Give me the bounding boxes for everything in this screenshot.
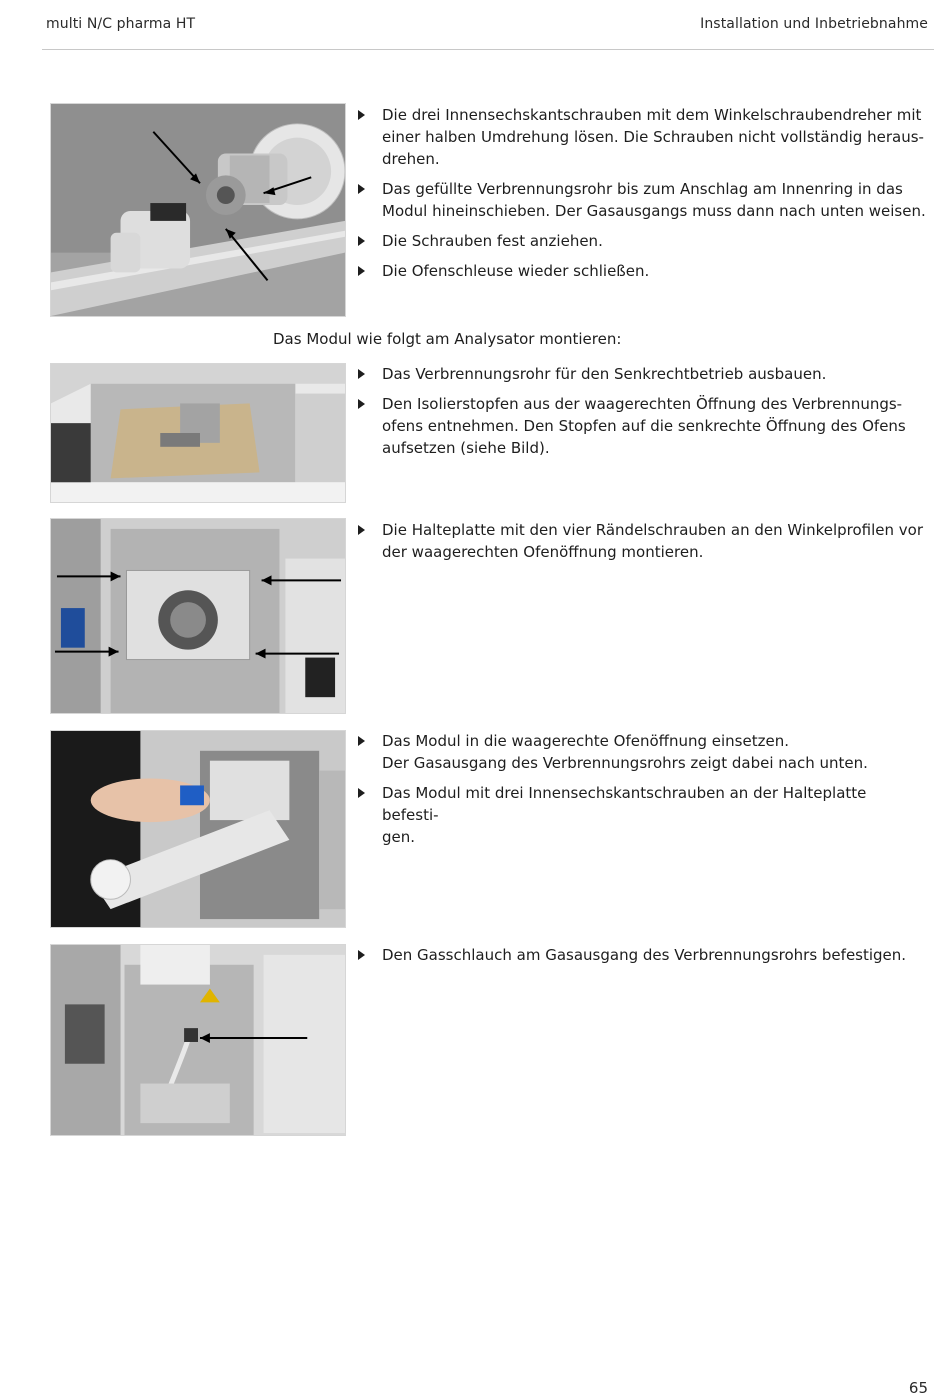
bullet-triangle-icon — [358, 525, 365, 535]
bullet-triangle-icon — [358, 184, 365, 194]
photo-gas-hose — [50, 944, 346, 1136]
step-item: Die Halteplatte mit den vier Rändelschrauben an den Winkelprofilen vor der waagerechten Ofenöffnung montieren. — [356, 519, 926, 563]
photo-furnace-plug — [50, 363, 346, 503]
bullet-triangle-icon — [358, 236, 365, 246]
step-item: Den Isolierstopfen aus der waagerechten Öffnung des Verbrennungs- ofens entnehmen. Den Stopfen auf die senkrechte Öffnung des Ofens aufsetzen (siehe Bild). — [356, 393, 926, 459]
bullet-triangle-icon — [358, 736, 365, 746]
bullet-triangle-icon — [358, 950, 365, 960]
steps-list-3 — [356, 519, 926, 571]
page-number: 65 — [908, 1379, 928, 1397]
page-header-product: multi N/C pharma HT — [46, 16, 196, 32]
step-item: Das Modul in die waagerechte Ofenöffnung einsetzen. Der Gasausgang des Verbrennungsrohrs zeigt dabei nach unten. — [356, 730, 926, 774]
intro-text: Das Modul wie folgt am Analysator montieren: — [273, 330, 622, 348]
steps-list-5 — [356, 944, 926, 974]
step-item: Die drei Innensechskantschrauben mit dem Winkelschraubendreher mit einer halben Umdrehung lösen. Die Schrauben nicht vollständig heraus- drehen. — [356, 104, 926, 170]
header-divider — [42, 49, 934, 50]
photo-holding-plate — [50, 518, 346, 714]
step-item: Die Schrauben fest anziehen. — [356, 230, 926, 252]
bullet-triangle-icon — [358, 369, 365, 379]
step-item: Das gefüllte Verbrennungsrohr bis zum Anschlag am Innenring in das Modul hineinschieben. Der Gasausgangs muss dann nach unten weisen. — [356, 178, 926, 222]
step-item: Das Modul mit drei Innensechskantschrauben an der Halteplatte befesti- gen. — [356, 782, 926, 848]
bullet-triangle-icon — [358, 788, 365, 798]
step-item: Den Gasschlauch am Gasausgang des Verbrennungsrohrs befestigen. — [356, 944, 926, 966]
steps-list-1 — [356, 104, 926, 290]
step-item: Die Ofenschleuse wieder schließen. — [356, 260, 926, 282]
bullet-triangle-icon — [358, 266, 365, 276]
steps-list-2 — [356, 363, 926, 467]
step-item: Das Verbrennungsrohr für den Senkrechtbetrieb ausbauen. — [356, 363, 926, 385]
photo-module-screws — [50, 103, 346, 317]
bullet-triangle-icon — [358, 110, 365, 120]
steps-list-4 — [356, 730, 926, 856]
bullet-triangle-icon — [358, 399, 365, 409]
page-header-chapter: Installation und Inbetriebnahme — [700, 16, 928, 32]
photo-insert-module — [50, 730, 346, 928]
